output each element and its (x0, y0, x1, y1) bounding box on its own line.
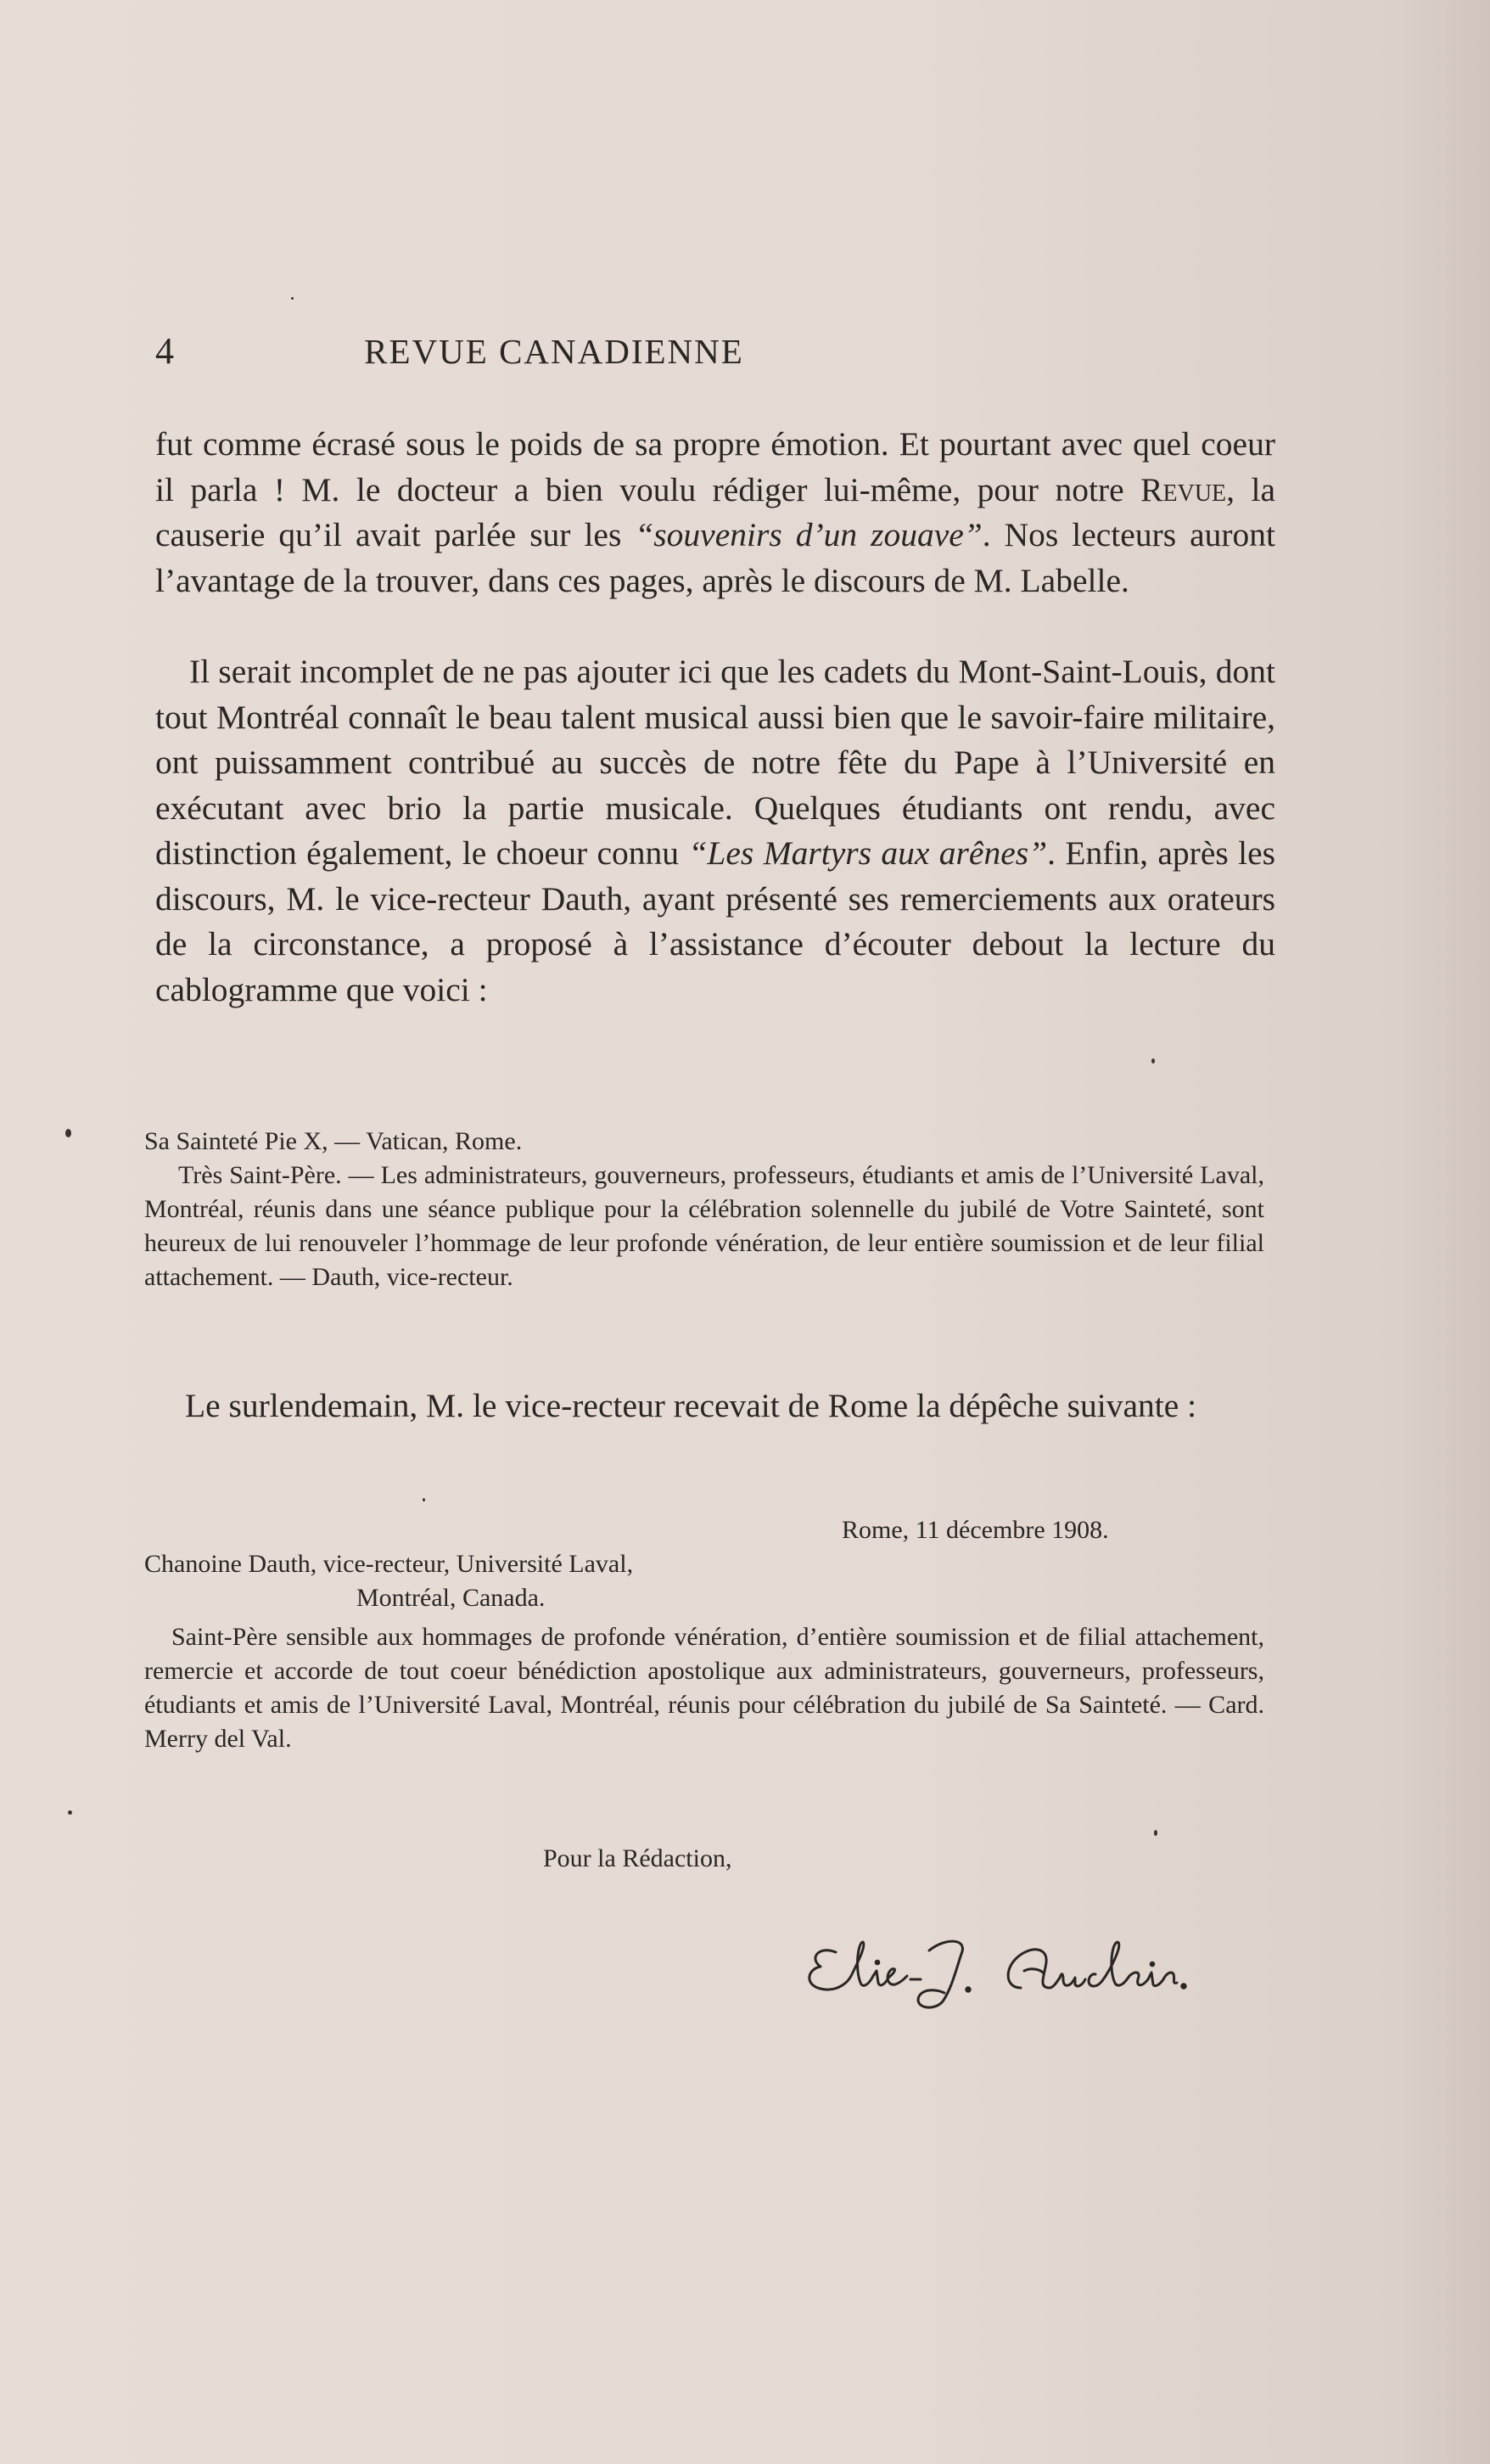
souvenirs-title: “souvenirs d’un zouave” (635, 516, 983, 553)
ink-speck (291, 297, 294, 300)
paragraph-1-text-a: fut comme écrasé sous le poids de sa propre émotion. Et pourtant avec quel coeur il parla ! M. le docteur a bien voulu rédiger lui-même, pour notre (155, 425, 1275, 508)
cablegram (144, 1125, 1264, 1294)
closing-line: Pour la Rédaction, (543, 1844, 732, 1872)
revue-small-caps: Revue (1140, 470, 1227, 508)
paragraph-2-text-b: . Enfin, après les discours, M. le vice-recteur Dauth, ayant présenté ses remerciements aux orateurs de la circonstance, a proposé à l’assistance d’écouter debout la lecture du cablogramme que voici : (155, 834, 1275, 1008)
paragraph-3: Le surlendemain, M. le vice-recteur recevait de Rome la dépêche suivante : (185, 1387, 1197, 1424)
dispatch-recipient-city: Montréal, Canada. (356, 1584, 546, 1612)
ink-speck (1154, 1830, 1157, 1836)
dispatch-message: Saint-Père sensible aux hommages de profonde vénération, d’entière soumission et de filial attachement, remercie et accorde de tout coeur bénédiction apostolique aux administrateurs, gouverneurs, professeurs, étudiants et amis de l’Université Laval, Montréal, réunis pour célébration du jubilé de Sa Sainteté. — Card. Merry del Val. (144, 1623, 1264, 1753)
ink-speck (68, 1810, 72, 1815)
ink-speck (1151, 1058, 1155, 1064)
paragraph-2 (155, 649, 1275, 1013)
running-title: REVUE CANADIENNE (364, 332, 744, 371)
cablegram-address: Sa Sainteté Pie X, — Vatican, Rome. (144, 1127, 523, 1155)
cablegram-message: Très Saint-Père. — Les administrateurs, gouverneurs, professeurs, étudiants et amis de l’Université Laval, Montréal, réunis dans une séance publique pour la célébration solennelle du jubilé de Votre Sainteté, sont heureux de lui renouveler l’hommage de leur profonde vénération, de leur entière soumission et de leur filial attachement. — Dauth, vice-recteur. (144, 1161, 1264, 1291)
page-number: 4 (155, 330, 174, 372)
paragraph-1-text-c: . Nos lecteurs auront l’avantage de la trouver, dans ces pages, après le discours de M. Labelle. (155, 516, 1275, 599)
paragraph-1 (155, 422, 1275, 603)
ink-speck (423, 1498, 425, 1501)
dispatch (144, 1513, 1264, 1756)
handwritten-signature (802, 1920, 1209, 2013)
dispatch-recipient: Chanoine Dauth, vice-recteur, Université Laval, (144, 1550, 634, 1578)
page-header (155, 329, 953, 380)
paragraph-2-text-a: Il serait incomplet de ne pas ajouter ici que les cadets du Mont-Saint-Louis, dont tout Montréal connaît le beau talent musical aussi bien que le savoir-faire militaire, ont puissamment contribué au succès de notre fête du Pape à l’Université en exécutant avec brio la partie musicale. Quelques étudiants ont rendu, avec distinction également, le choeur connu (155, 653, 1275, 872)
martyrs-title: “Les Martyrs aux arênes” (688, 834, 1048, 872)
dispatch-date: Rome, 11 décembre 1908. (842, 1516, 1109, 1544)
paragraph-1-text-b: , la causerie qu’il avait parlée sur les (155, 470, 1275, 553)
ink-speck (65, 1129, 71, 1137)
